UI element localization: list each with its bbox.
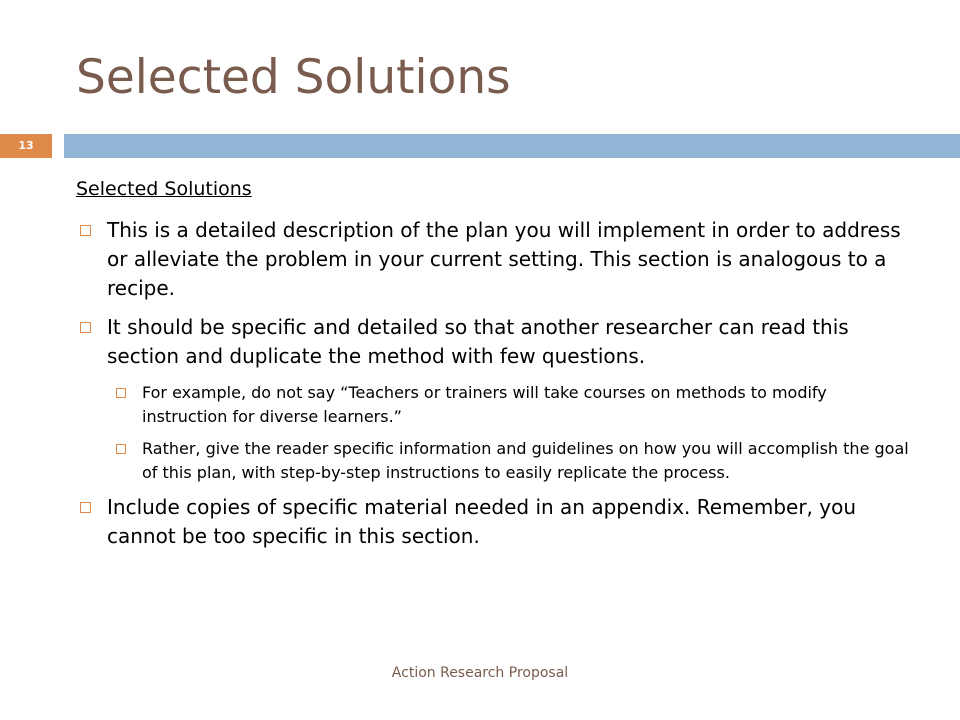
bullet-text: It should be specific and detailed so that another researcher can read this section and duplicate the method with few questions. xyxy=(107,315,849,368)
bullet-text: This is a detailed description of the plan you will implement in order to address or alleviate the problem in your current setting. This section is analogous to a recipe. xyxy=(107,218,901,300)
square-bullet-icon xyxy=(116,444,126,454)
header-bar xyxy=(64,134,960,158)
square-bullet-icon xyxy=(80,225,91,236)
bullet-item xyxy=(76,216,916,303)
bullet-text: Include copies of specific material needed in an appendix. Remember, you cannot be too specific in this section. xyxy=(107,495,857,548)
slide-footer: Action Research Proposal xyxy=(391,665,569,681)
section-heading: Selected Solutions xyxy=(76,178,252,200)
bullet-item xyxy=(76,493,916,551)
sub-bullet-item xyxy=(114,381,916,429)
square-bullet-icon xyxy=(116,388,126,398)
page-number-badge: 13 xyxy=(0,134,52,158)
sub-bullet-text: For example, do not say “Teachers or trainers will take courses on methods to modify instruction for diverse learners.” xyxy=(142,383,827,426)
sub-bullet-text: Rather, give the reader specific information and guidelines on how you will accomplish the goal of this plan, with step-by-step instructions to easily replicate the process. xyxy=(142,439,909,482)
slide-content xyxy=(76,176,916,561)
square-bullet-icon xyxy=(80,502,91,513)
slide-title: Selected Solutions xyxy=(76,50,511,105)
sub-bullet-item xyxy=(114,437,916,485)
bullet-item xyxy=(76,313,916,371)
square-bullet-icon xyxy=(80,322,91,333)
